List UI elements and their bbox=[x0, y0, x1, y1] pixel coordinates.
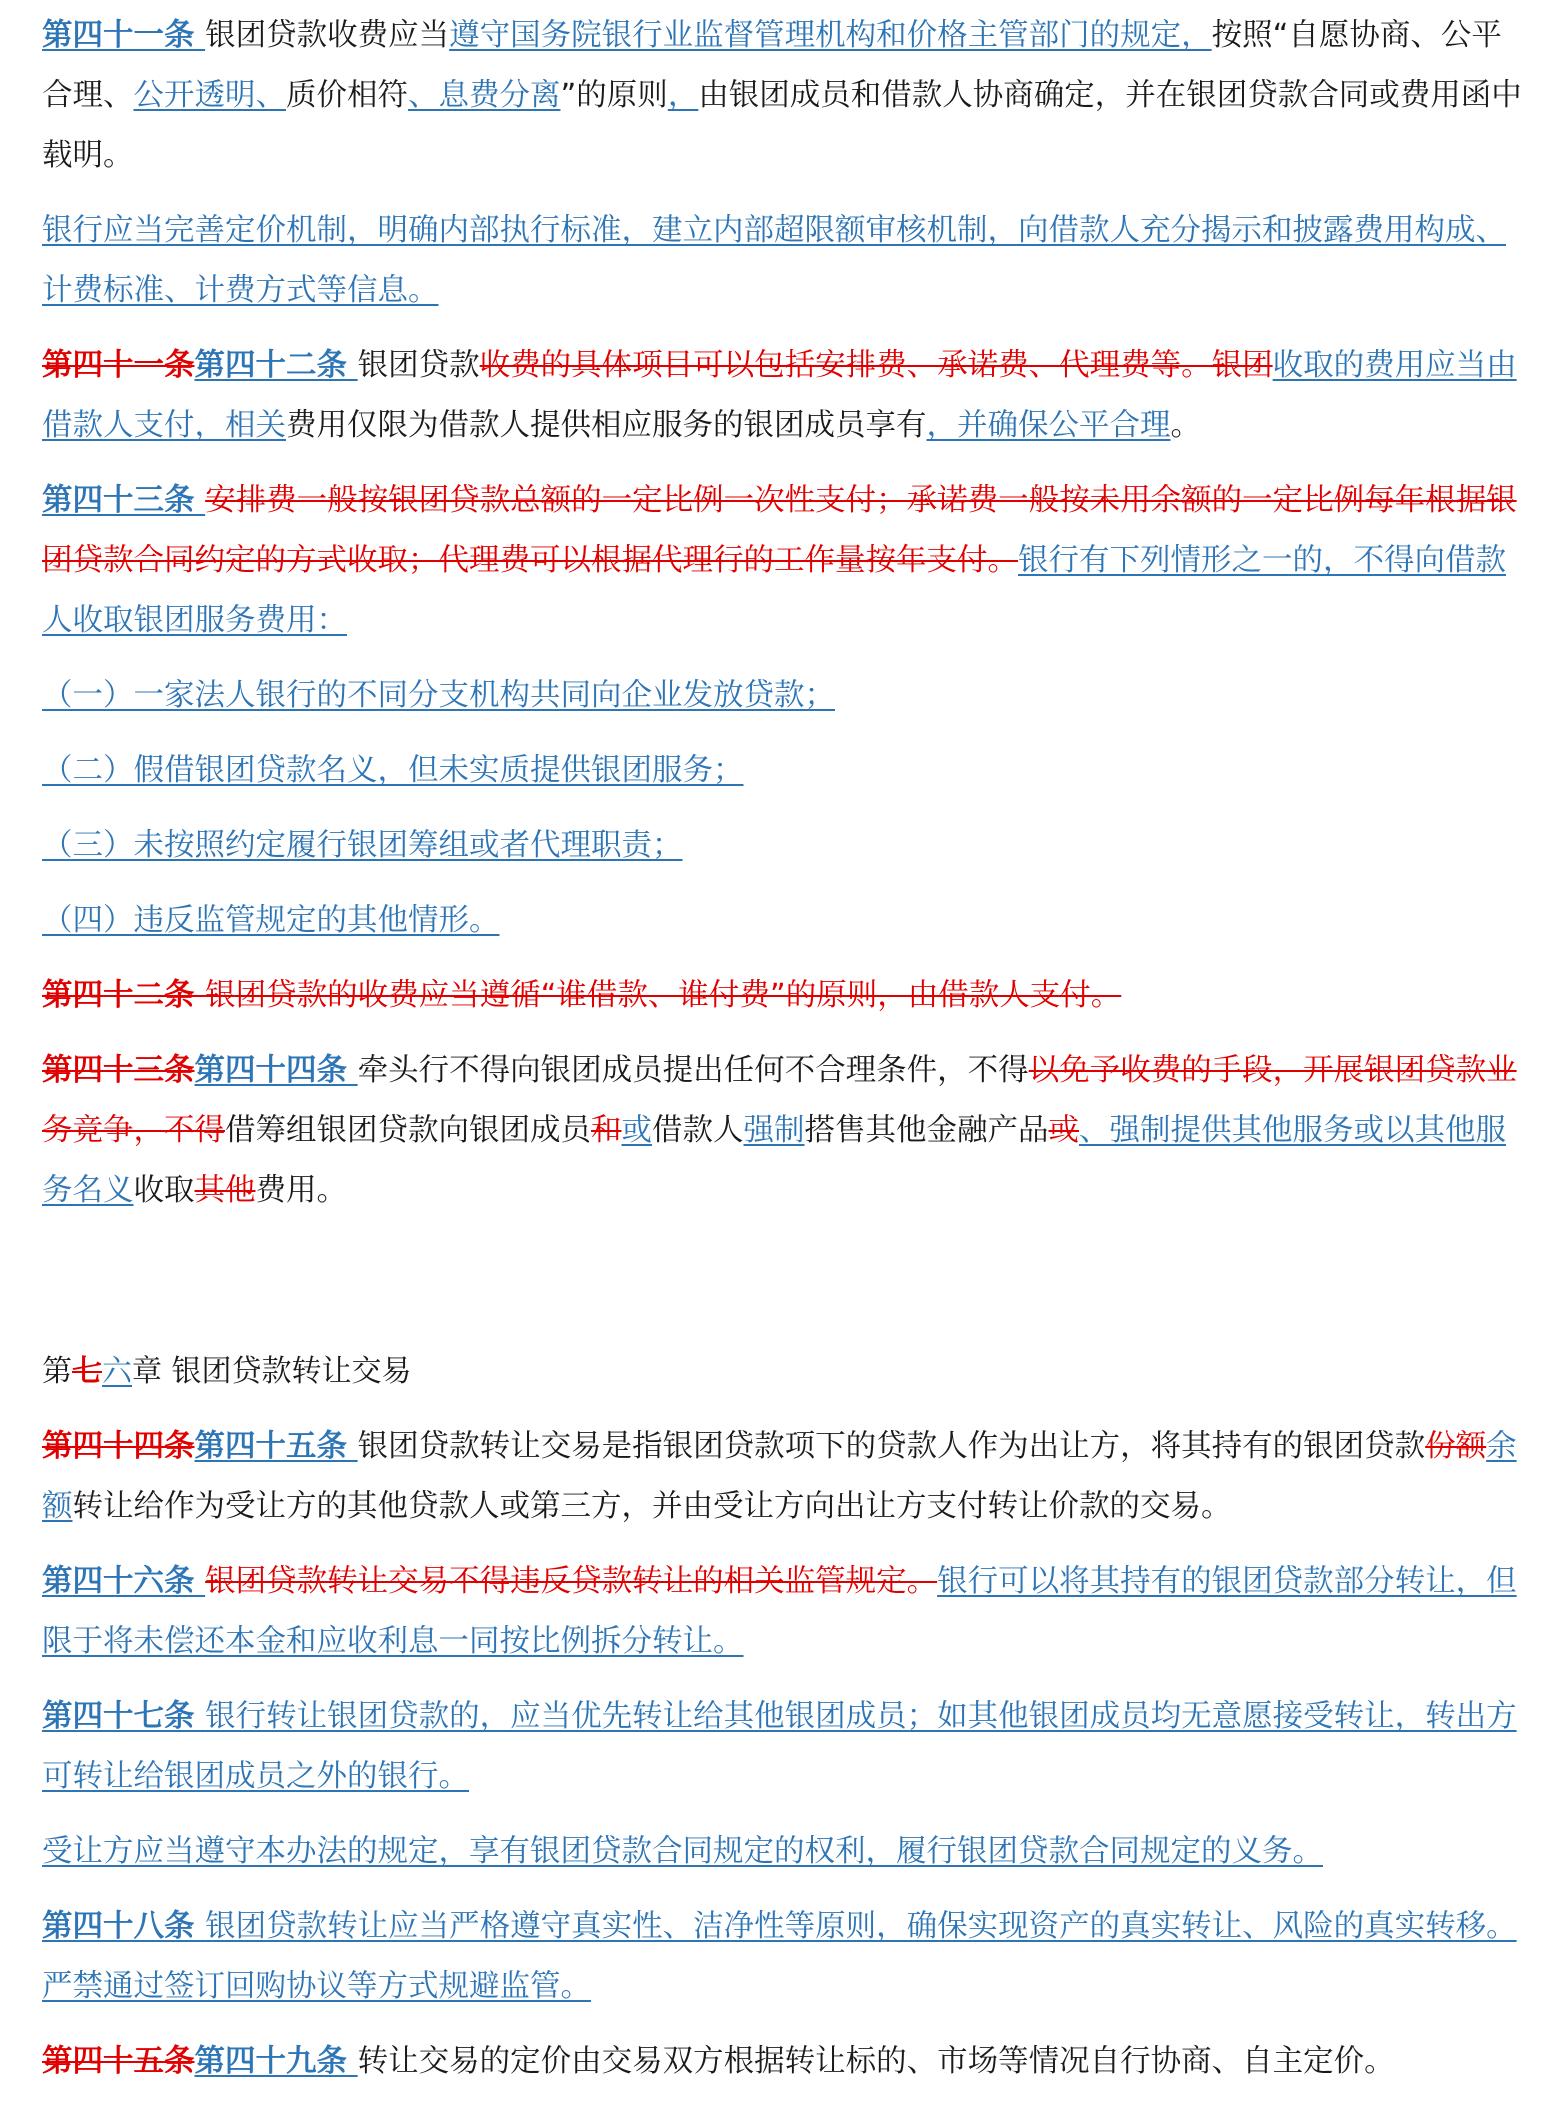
inserted-text: 受让方应当遵守本办法的规定，享有银团贷款合同规定的权利，履行银团贷款合同规定的义务。 bbox=[42, 1834, 1323, 1869]
body-text: ”的原则 bbox=[560, 78, 668, 113]
inserted-text: 银行有下列情形之一的，不得向借款人收取银团服务费用： bbox=[42, 543, 1506, 638]
art47-priority-transfer bbox=[22, 1687, 1532, 1807]
deleted-text: 第四十三条 bbox=[42, 1053, 195, 1088]
inserted-text: 强制 bbox=[743, 1113, 805, 1148]
body-text: 牵头行不得向银团成员提出任何不合理条件，不得 bbox=[357, 1053, 1029, 1088]
body-text: 转让给作为受让方的其他贷款人或第三方，并由受让方向出让方支付转让价款的交易。 bbox=[72, 1489, 1232, 1524]
inserted-text: 、强制提供其他服务或以其他服务名义 bbox=[42, 1113, 1506, 1208]
art49-pricing bbox=[22, 2032, 1532, 2092]
deleted-text: 和 bbox=[591, 1113, 622, 1148]
deleted-text: 安排费一般按银团贷款总额的一定比例一次性支付；承诺费一般按未用余额的一定比例每年根据银团贷款合同约定的方式收取；代理费可以根据代理行的工作量按年支付。 bbox=[42, 483, 1517, 578]
inserted-text: 余额 bbox=[42, 1429, 1517, 1524]
inserted-text: 收取的费用应当由借款人支付，相关 bbox=[42, 348, 1517, 443]
deleted-text: 第四十二条 bbox=[42, 978, 206, 1013]
inserted-text: 公开透明、 bbox=[133, 78, 286, 113]
inserted-text: 第四十一条 bbox=[42, 18, 206, 53]
inserted-text: 第四十九条 bbox=[194, 2044, 358, 2079]
inserted-text: 第四十二条 bbox=[194, 348, 358, 383]
body-text: 费用仅限为借款人提供相应服务的银团成员享有 bbox=[286, 408, 927, 443]
art43-item-3 bbox=[22, 816, 1532, 876]
old-art42-deleted bbox=[22, 966, 1532, 1026]
art48-true-sale bbox=[22, 1897, 1532, 2017]
art43-item-2 bbox=[22, 741, 1532, 801]
inserted-text: 第四十五条 bbox=[194, 1429, 358, 1464]
body-text: 转让交易的定价由交易双方根据转让标的、市场等情况自行协商、自主定价。 bbox=[357, 2044, 1395, 2079]
art41-fee-principle bbox=[22, 6, 1532, 186]
deleted-text: 其他 bbox=[194, 1173, 256, 1208]
inserted-text: 第四十七条 bbox=[42, 1699, 206, 1734]
art45-transfer-definition bbox=[22, 1417, 1532, 1537]
art46-partial-transfer bbox=[22, 1552, 1532, 1672]
body-text: 借筹组银团贷款向银团成员 bbox=[225, 1113, 591, 1148]
body-text: 由银团成员和借款人协商确定，并在银团贷款合同或费用函中载明。 bbox=[42, 78, 1522, 173]
inserted-text: 银行应当完善定价机制，明确内部执行标准，建立内部超限额审核机制，向借款人充分揭示和披露费用构成、计费标准、计费方式等信息。 bbox=[42, 213, 1506, 308]
art47-transferee-duty bbox=[22, 1822, 1532, 1882]
body-text: 质价相符 bbox=[286, 78, 408, 113]
inserted-text: ， bbox=[667, 78, 699, 113]
inserted-text: 第四十三条 bbox=[42, 483, 206, 518]
body-text: 第 bbox=[42, 1354, 72, 1389]
inserted-text: 银行转让银团贷款的，应当优先转让给其他银团成员；如其他银团成员均无意愿接受转让，转出方可转让给银团成员之外的银行。 bbox=[42, 1699, 1517, 1794]
deleted-text: 份额 bbox=[1425, 1429, 1487, 1464]
art41-pricing-mechanism bbox=[22, 201, 1532, 321]
body-text: 银团贷款 bbox=[357, 348, 480, 383]
inserted-text: （二）假借银团贷款名义，但未实质提供银团服务； bbox=[42, 753, 744, 788]
inserted-text: （四）违反监管规定的其他情形。 bbox=[42, 903, 500, 938]
inserted-text: 遵守国务院银行业监督管理机构和价格主管部门的规定， bbox=[449, 18, 1212, 53]
deleted-text: 收费的具体项目可以包括安排费、承诺费、代理费等。银团 bbox=[479, 348, 1273, 383]
chapter-6-heading bbox=[22, 1342, 1532, 1402]
art44-lead-bank bbox=[22, 1041, 1532, 1221]
inserted-text: ，并确保公平合理 bbox=[926, 408, 1171, 443]
inserted-text: 银行可以将其持有的银团贷款部分转让，但限于将未偿还本金和应收利息一同按比例拆分转让。 bbox=[42, 1564, 1517, 1659]
deleted-text: 以免予收费的手段，开展银团贷款业务竞争，不得 bbox=[42, 1053, 1517, 1148]
deleted-text: 第四十五条 bbox=[42, 2044, 195, 2079]
art43-prohibited-fees bbox=[22, 471, 1532, 651]
deleted-text: 或 bbox=[1048, 1113, 1079, 1148]
spacer bbox=[22, 1252, 1532, 1312]
body-text: 收取 bbox=[133, 1173, 195, 1208]
inserted-text: （一）一家法人银行的不同分支机构共同向企业发放贷款； bbox=[42, 678, 835, 713]
body-text: 搭售其他金融产品 bbox=[804, 1113, 1049, 1148]
art42-fee-payment bbox=[22, 336, 1532, 456]
deleted-text: 银团贷款的收费应当遵循“谁借款、谁付费”的原则，由借款人支付。 bbox=[205, 978, 1122, 1013]
body-text: 按照“自愿协商、公平合理、 bbox=[42, 18, 1502, 113]
body-text: 章 银团贷款转让交易 bbox=[132, 1354, 412, 1389]
body-text: 费用。 bbox=[255, 1173, 347, 1208]
body-text: 借款人 bbox=[652, 1113, 744, 1148]
inserted-text: 第四十六条 bbox=[42, 1564, 206, 1599]
inserted-text: 银团贷款转让应当严格遵守真实性、洁净性等原则，确保实现资产的真实转让、风险的真实转移。严禁通过签订回购协议等方式规避监管。 bbox=[42, 1909, 1517, 2004]
art43-item-1 bbox=[22, 666, 1532, 726]
inserted-text: 、息费分离 bbox=[408, 78, 561, 113]
deleted-text: 七 bbox=[72, 1354, 102, 1389]
art43-item-4 bbox=[22, 891, 1532, 951]
inserted-text: 六 bbox=[102, 1354, 132, 1389]
deleted-text: 第四十一条 bbox=[42, 348, 195, 383]
deleted-text: 第四十四条 bbox=[42, 1429, 195, 1464]
inserted-text: 或 bbox=[621, 1113, 652, 1148]
deleted-text: 银团贷款转让交易不得违反贷款转让的相关监管规定。 bbox=[205, 1564, 938, 1599]
body-text: 银团贷款收费应当 bbox=[205, 18, 450, 53]
inserted-text: 第四十八条 bbox=[42, 1909, 206, 1944]
inserted-text: 第四十四条 bbox=[194, 1053, 358, 1088]
body-text: 。 bbox=[1170, 408, 1201, 443]
inserted-text: （三）未按照约定履行银团筹组或者代理职责； bbox=[42, 828, 683, 863]
body-text: 银团贷款转让交易是指银团贷款项下的贷款人作为出让方，将其持有的银团贷款 bbox=[357, 1429, 1426, 1464]
